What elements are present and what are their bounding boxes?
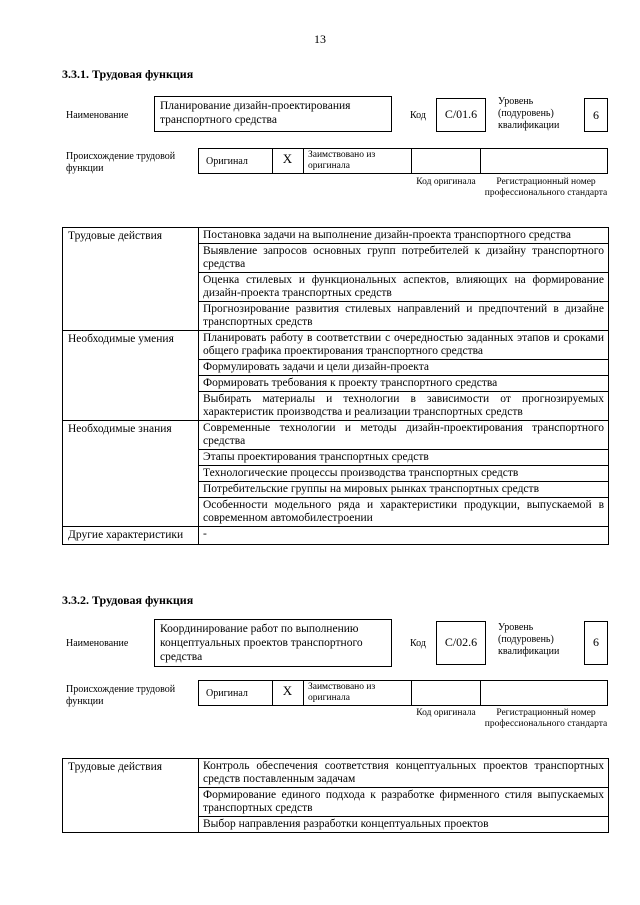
table-row — [63, 759, 609, 788]
origin-label: Происхождение трудовой функции — [66, 684, 176, 707]
section-heading: 3.3.2. Трудовая функция — [62, 593, 194, 607]
table-cell: Выявление запросов основных групп потребителей к дизайну транспортного средства — [199, 244, 609, 273]
category-cell: Другие характеристики — [63, 527, 199, 545]
original-label: Оригинал — [206, 688, 248, 699]
name-label: Наименование — [66, 110, 129, 121]
table-cell: Выбор направления разработки концептуальных проектов — [199, 817, 609, 833]
code-original-label: Код оригинала — [416, 708, 476, 718]
reg-number-label: Регистрационный номер профессионального стандарта — [484, 708, 608, 729]
function-table — [62, 227, 609, 545]
level-label: Уровень (подуровень) квалификации — [498, 622, 560, 657]
table-cell: Современные технологии и методы дизайн-проектирования транспортного средства — [199, 421, 609, 450]
table-row — [63, 421, 609, 450]
table-cell: Этапы проектирования транспортных средств — [199, 450, 609, 466]
borrowed-label: Заимствовано из оригинала — [308, 150, 376, 171]
function-name: Координирование работ по выполнению концептуальных проектов транспортного средства — [154, 619, 392, 667]
original-mark: X — [282, 151, 293, 166]
table-cell: Потребительские группы на мировых рынках транспортных средств — [199, 482, 609, 498]
table-cell: Технологические процессы производства транспортных средств — [199, 466, 609, 482]
code-label: Код — [410, 638, 426, 649]
section-heading: 3.3.1. Трудовая функция — [62, 67, 194, 81]
table-row — [63, 527, 609, 545]
category-cell: Необходимые умения — [63, 331, 199, 421]
table-cell: Оценка стилевых и функциональных аспектов, влияющих на формирование дизайн-проекта транспортных средств — [199, 273, 609, 302]
category-cell: Трудовые действия — [63, 759, 199, 833]
page-number: 13 — [314, 32, 326, 46]
function-code: C/01.6 — [436, 98, 486, 132]
function-name: Планирование дизайн-проектирования транспортного средства — [154, 96, 392, 132]
table-cell: Контроль обеспечения соответствия концептуальных проектов транспортных средств поставленным задачам — [199, 759, 609, 788]
table-cell: Постановка задачи на выполнение дизайн-проекта транспортного средства — [199, 228, 609, 244]
table-row — [63, 331, 609, 360]
category-cell: Необходимые знания — [63, 421, 199, 527]
table-cell: Формулировать задачи и цели дизайн-проекта — [199, 360, 609, 376]
table-cell: Особенности модельного ряда и характеристики продукции, выпускаемой в современном автомобилестроении — [199, 498, 609, 527]
table-row — [63, 228, 609, 244]
origin-label: Происхождение трудовой функции — [66, 151, 176, 174]
level-value: 6 — [584, 98, 608, 132]
table-cell: Выбирать материалы и технологии в зависимости от прогнозируемых характеристик производства и реализации транспортных средств — [199, 392, 609, 421]
original-mark: X — [282, 683, 293, 698]
table-cell: Прогнозирование развития стилевых направлений и предпочтений в дизайне транспортных средств — [199, 302, 609, 331]
category-cell: Трудовые действия — [63, 228, 199, 331]
level-value: 6 — [584, 621, 608, 665]
original-label: Оригинал — [206, 156, 248, 167]
code-label: Код — [410, 110, 426, 121]
code-original-label: Код оригинала — [416, 177, 476, 187]
function-code: C/02.6 — [436, 621, 486, 665]
name-label: Наименование — [66, 638, 129, 649]
table-cell: - — [199, 527, 609, 545]
table-cell: Формировать требования к проекту транспортного средства — [199, 376, 609, 392]
reg-number-label: Регистрационный номер профессионального стандарта — [484, 177, 608, 198]
level-label: Уровень (подуровень) квалификации — [498, 96, 560, 131]
table-cell: Планировать работу в соответствии с очередностью заданных этапов и сроками общего графика проектирования транспортного средства — [199, 331, 609, 360]
function-table — [62, 758, 609, 833]
borrowed-label: Заимствовано из оригинала — [308, 682, 376, 703]
table-cell: Формирование единого подхода к разработке фирменного стиля выпускаемых транспортных средств — [199, 788, 609, 817]
